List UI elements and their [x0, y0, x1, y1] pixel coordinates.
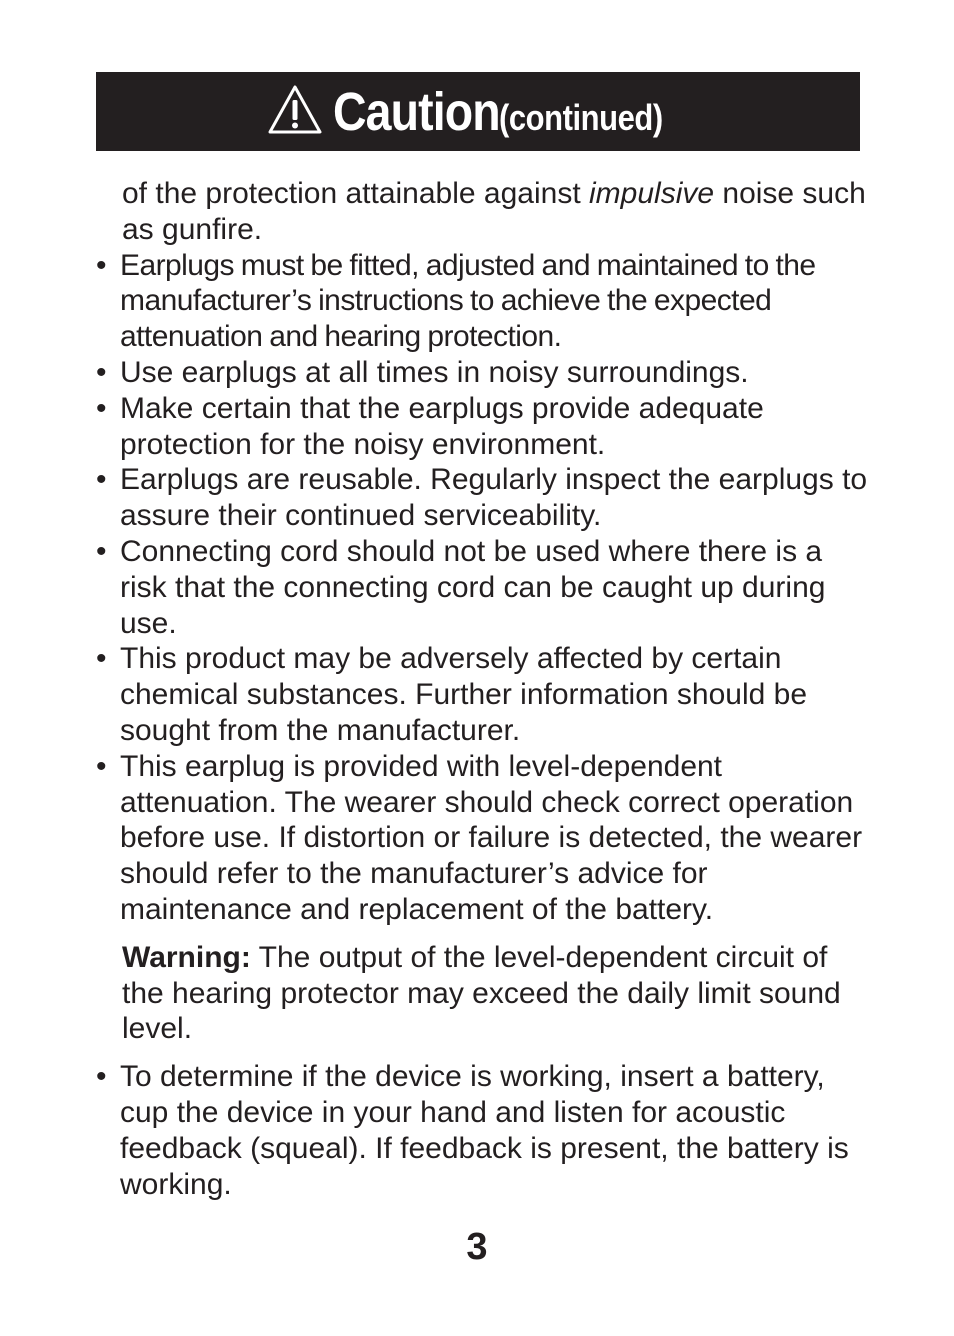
intro-continuation — [96, 176, 876, 248]
list-item-text: Connecting cord should not be used where there is a risk that the connecting cord can be caught up during use. — [120, 534, 826, 640]
caution-banner — [96, 72, 860, 151]
list-item-text: This earplug is provided with level-dependent attenuation. The wearer should check correct operation before use. If distortion or failure is detected, the wearer should refer to the manufacturer’s advice for maintenance and replacement of the battery. — [120, 749, 863, 926]
list-item — [96, 355, 876, 391]
list-item — [96, 462, 876, 534]
list-item — [96, 641, 876, 748]
bullet-dot: • — [96, 355, 107, 389]
list-item-text: Earplugs are reusable. Regularly inspect the earplugs to assure their continued serviceability. — [120, 463, 868, 533]
bullet-dot: • — [96, 749, 107, 783]
intro-text-after: noise such as gunfire. — [122, 177, 866, 246]
list-item-text: This product may be adversely affected by certain chemical substances. Further information should be sought from the manufacturer. — [120, 642, 808, 747]
banner-title: Caution — [332, 81, 500, 142]
list-item-text: Use earplugs at all times in noisy surroundings. — [120, 355, 749, 389]
page-number: 3 — [466, 1226, 488, 1268]
intro-text-before: of the protection attainable against — [122, 177, 589, 210]
list-item — [96, 749, 876, 928]
bullet-dot: • — [96, 391, 107, 425]
caution-body — [96, 176, 876, 1202]
bullet-dot: • — [96, 463, 107, 497]
list-item — [96, 248, 876, 355]
list-item-text: Earplugs must be fitted, adjusted and maintained to the manufacturer’s instructions to achieve the expected attenuation and hearing protection. — [120, 248, 816, 354]
list-item-text: To determine if the device is working, insert a battery, cup the device in your hand and listen for acoustic feedback (squeal). If feedback is present, the battery is working. — [120, 1060, 849, 1201]
warning-note — [96, 940, 876, 1047]
warning-triangle-icon — [267, 84, 323, 136]
bullet-dot: • — [96, 248, 107, 282]
banner-heading — [332, 81, 689, 142]
bullet-dot: • — [96, 642, 107, 676]
warning-text: The output of the level-dependent circuit of the hearing protector may exceed the daily limit sound level. — [122, 940, 841, 1046]
list-item — [96, 534, 876, 641]
list-item — [96, 391, 876, 463]
bullet-dot: • — [96, 1060, 107, 1094]
intro-emphasis: impulsive — [589, 177, 715, 210]
list-item-text: Make certain that the earplugs provide adequate protection for the noisy environment. — [120, 391, 764, 461]
list-item — [96, 1059, 876, 1202]
warning-label: Warning: — [122, 940, 251, 974]
banner-subtitle: (continued) — [498, 96, 663, 138]
bullet-dot: • — [96, 534, 107, 568]
